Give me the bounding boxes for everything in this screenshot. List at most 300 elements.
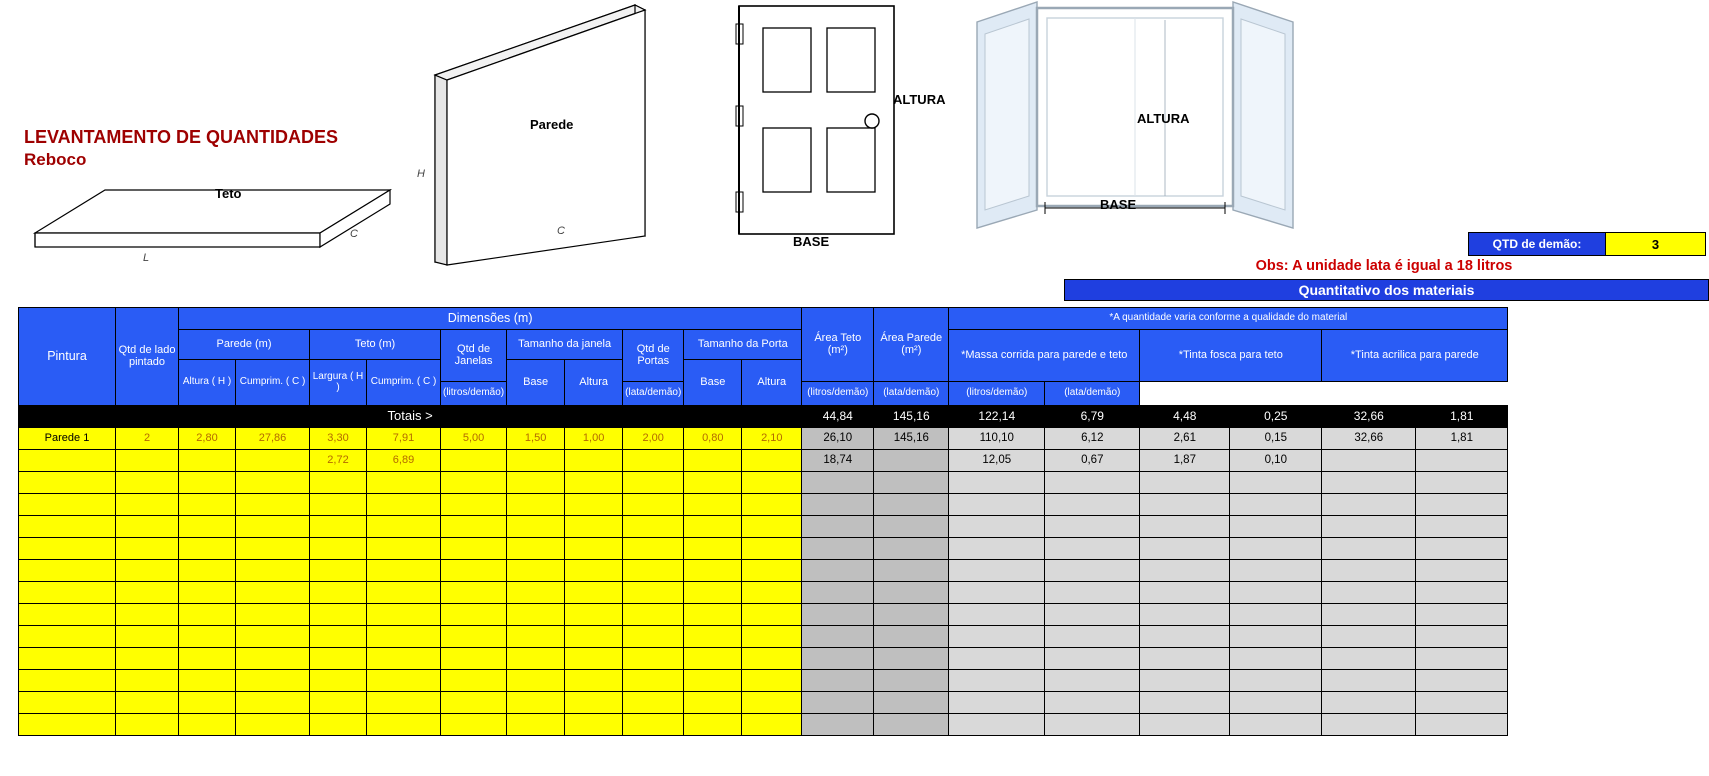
cell-parede_altura[interactable]	[179, 450, 236, 472]
door-base-label: BASE	[793, 234, 830, 249]
cell-janela_altura[interactable]	[565, 494, 623, 516]
cell-porta_base[interactable]	[684, 692, 742, 714]
cell-qtd_janelas[interactable]: 5,00	[441, 428, 507, 450]
header-acrilica-litros: (litros/demão)	[949, 382, 1045, 406]
cell-acrilica_lata	[1416, 604, 1508, 626]
cell-area_teto	[802, 670, 874, 692]
header-qtd-portas: Qtd de Portas	[623, 330, 684, 382]
cell-teto_largura[interactable]	[310, 494, 367, 516]
cell-area_parede	[874, 648, 949, 670]
cell-teto_compr[interactable]: 6,89	[367, 450, 441, 472]
door-diagram	[735, 2, 900, 237]
cell-area_teto: 18,74	[802, 450, 874, 472]
cell-janela_altura[interactable]	[565, 582, 623, 604]
cell-porta_altura[interactable]	[742, 714, 802, 736]
illustration-band	[0, 0, 1709, 296]
cell-area_parede	[874, 692, 949, 714]
cell-qtd_portas[interactable]	[623, 472, 684, 494]
cell-pintura[interactable]	[19, 472, 116, 494]
cell-porta_base[interactable]	[684, 472, 742, 494]
cell-janela_altura[interactable]	[565, 648, 623, 670]
cell-janela_base[interactable]	[507, 648, 565, 670]
cell-fosca_litros: 2,61	[1140, 428, 1230, 450]
cell-teto_largura[interactable]	[310, 516, 367, 538]
cell-area_teto	[802, 582, 874, 604]
cell-parede_compr[interactable]	[236, 648, 310, 670]
cell-pintura[interactable]	[19, 582, 116, 604]
cell-area_parede	[874, 582, 949, 604]
cell-parede_altura[interactable]	[179, 604, 236, 626]
cell-acrilica_lata	[1416, 692, 1508, 714]
header-tinta-acrilica: *Tinta acrilica para parede	[1322, 330, 1508, 382]
ceiling-label: Teto	[215, 186, 242, 201]
header-pintura: Pintura	[19, 308, 116, 406]
cell-teto_largura[interactable]	[310, 626, 367, 648]
cell-teto_largura[interactable]: 2,72	[310, 450, 367, 472]
cell-parede_compr[interactable]	[236, 604, 310, 626]
cell-acrilica_lata: 1,81	[1416, 428, 1508, 450]
cell-area_teto	[802, 494, 874, 516]
header-porta-base: Base	[684, 360, 742, 406]
cell-area_teto	[802, 692, 874, 714]
cell-janela_base[interactable]	[507, 560, 565, 582]
cell-parede_altura[interactable]	[179, 648, 236, 670]
cell-pintura[interactable]	[19, 648, 116, 670]
cell-fosca_lata	[1230, 626, 1322, 648]
cell-janela_base[interactable]	[507, 516, 565, 538]
cell-acrilica_litros	[1322, 714, 1416, 736]
header-janela-altura: Altura	[565, 360, 623, 406]
cell-porta_base[interactable]: 0,80	[684, 428, 742, 450]
cell-massa_lata	[1045, 494, 1140, 516]
cell-parede_compr[interactable]	[236, 472, 310, 494]
cell-massa_lata	[1045, 582, 1140, 604]
cell-acrilica_litros	[1322, 582, 1416, 604]
cell-janela_altura[interactable]	[565, 604, 623, 626]
cell-qtd_lado[interactable]	[116, 450, 179, 472]
cell-parede_altura[interactable]	[179, 538, 236, 560]
cell-qtd_janelas[interactable]	[441, 714, 507, 736]
cell-parede_compr[interactable]	[236, 714, 310, 736]
cell-qtd_janelas[interactable]	[441, 692, 507, 714]
cell-parede_compr[interactable]	[236, 670, 310, 692]
cell-fosca_litros	[1140, 516, 1230, 538]
cell-parede_compr[interactable]	[236, 538, 310, 560]
cell-acrilica_lata	[1416, 714, 1508, 736]
cell-pintura[interactable]	[19, 604, 116, 626]
cell-pintura[interactable]	[19, 494, 116, 516]
cell-janela_base[interactable]	[507, 494, 565, 516]
cell-qtd_portas[interactable]	[623, 560, 684, 582]
cell-area_parede	[874, 538, 949, 560]
cell-qtd_lado[interactable]	[116, 582, 179, 604]
cell-teto_compr[interactable]	[367, 670, 441, 692]
cell-janela_base[interactable]	[507, 538, 565, 560]
cell-massa_litros: 12,05	[949, 450, 1045, 472]
cell-qtd_lado[interactable]	[116, 714, 179, 736]
cell-porta_base[interactable]	[684, 450, 742, 472]
cell-acrilica_litros	[1322, 560, 1416, 582]
cell-teto_compr[interactable]	[367, 538, 441, 560]
cell-area_parede	[874, 670, 949, 692]
cell-qtd_lado[interactable]	[116, 472, 179, 494]
cell-pintura[interactable]	[19, 450, 116, 472]
cell-teto_largura[interactable]	[310, 692, 367, 714]
cell-parede_compr[interactable]: 27,86	[236, 428, 310, 450]
table-row[interactable]	[19, 670, 1508, 692]
coats-quantity-input[interactable]: 3	[1605, 233, 1705, 255]
cell-qtd_portas[interactable]	[623, 626, 684, 648]
header-fosca-litros: (litros/demão)	[802, 382, 874, 406]
cell-qtd_lado[interactable]	[116, 516, 179, 538]
cell-teto_compr[interactable]	[367, 582, 441, 604]
cell-pintura[interactable]	[19, 516, 116, 538]
header-tamanho-janela: Tamanho da janela	[507, 330, 623, 360]
cell-massa_lata	[1045, 714, 1140, 736]
cell-area_teto	[802, 648, 874, 670]
cell-qtd_lado[interactable]	[116, 626, 179, 648]
cell-acrilica_litros	[1322, 648, 1416, 670]
cell-fosca_litros	[1140, 714, 1230, 736]
cell-qtd_lado[interactable]	[116, 560, 179, 582]
cell-area_teto	[802, 626, 874, 648]
header-fosca-lata: (lata/demão)	[874, 382, 949, 406]
cell-qtd_janelas[interactable]	[441, 648, 507, 670]
cell-fosca_lata	[1230, 516, 1322, 538]
cell-fosca_litros	[1140, 604, 1230, 626]
cell-acrilica_lata	[1416, 648, 1508, 670]
table-row[interactable]	[19, 516, 1508, 538]
cell-janela_base[interactable]	[507, 714, 565, 736]
cell-massa_lata	[1045, 648, 1140, 670]
cell-janela_altura[interactable]	[565, 626, 623, 648]
cell-teto_compr[interactable]	[367, 692, 441, 714]
cell-massa_litros	[949, 692, 1045, 714]
cell-qtd_portas[interactable]	[623, 538, 684, 560]
cell-qtd_janelas[interactable]	[441, 472, 507, 494]
header-area-teto: Área Teto (m²)	[802, 308, 874, 382]
cell-parede_compr[interactable]	[236, 692, 310, 714]
cell-janela_altura[interactable]	[565, 472, 623, 494]
cell-porta_altura[interactable]	[742, 472, 802, 494]
cell-acrilica_litros	[1322, 494, 1416, 516]
cell-qtd_lado[interactable]	[116, 648, 179, 670]
cell-qtd_portas[interactable]	[623, 714, 684, 736]
cell-janela_base[interactable]	[507, 472, 565, 494]
cell-area_parede	[874, 450, 949, 472]
cell-teto_largura[interactable]	[310, 582, 367, 604]
cell-qtd_janelas[interactable]	[441, 582, 507, 604]
cell-qtd_portas[interactable]	[623, 582, 684, 604]
cell-janela_base[interactable]	[507, 450, 565, 472]
cell-parede_altura[interactable]	[179, 494, 236, 516]
totals-massa-litros: 122,14	[949, 406, 1045, 428]
cell-qtd_lado[interactable]	[116, 670, 179, 692]
table-row[interactable]	[19, 648, 1508, 670]
cell-janela_altura[interactable]	[565, 692, 623, 714]
cell-porta_base[interactable]	[684, 714, 742, 736]
window-height-label: ALTURA	[1137, 111, 1190, 126]
cell-qtd_portas[interactable]	[623, 692, 684, 714]
cell-porta_base[interactable]	[684, 538, 742, 560]
cell-teto_compr[interactable]	[367, 472, 441, 494]
cell-area_parede	[874, 560, 949, 582]
cell-porta_base[interactable]	[684, 560, 742, 582]
cell-teto_largura[interactable]	[310, 538, 367, 560]
cell-qtd_portas[interactable]	[623, 516, 684, 538]
cell-pintura[interactable]	[19, 560, 116, 582]
table-row[interactable]	[19, 450, 1508, 472]
ceiling-l-label: L	[143, 252, 150, 264]
totals-area-parede: 145,16	[874, 406, 949, 428]
cell-acrilica_litros	[1322, 626, 1416, 648]
coats-quantity-box[interactable]	[1468, 232, 1706, 256]
cell-janela_base[interactable]	[507, 626, 565, 648]
cell-fosca_lata	[1230, 560, 1322, 582]
cell-massa_lata	[1045, 472, 1140, 494]
cell-massa_litros	[949, 648, 1045, 670]
cell-acrilica_litros	[1322, 472, 1416, 494]
cell-fosca_litros	[1140, 670, 1230, 692]
cell-area_parede	[874, 714, 949, 736]
header-porta-altura: Altura	[742, 360, 802, 406]
cell-acrilica_lata	[1416, 560, 1508, 582]
cell-teto_largura[interactable]	[310, 604, 367, 626]
cell-teto_largura[interactable]: 3,30	[310, 428, 367, 450]
table-row[interactable]	[19, 494, 1508, 516]
cell-massa_litros	[949, 516, 1045, 538]
cell-qtd_portas[interactable]	[623, 670, 684, 692]
cell-teto_largura[interactable]	[310, 714, 367, 736]
cell-pintura[interactable]	[19, 626, 116, 648]
cell-qtd_janelas[interactable]	[441, 626, 507, 648]
cell-janela_base[interactable]	[507, 582, 565, 604]
cell-acrilica_litros	[1322, 692, 1416, 714]
cell-qtd_janelas[interactable]	[441, 516, 507, 538]
cell-qtd_janelas[interactable]	[441, 604, 507, 626]
cell-porta_altura[interactable]: 2,10	[742, 428, 802, 450]
cell-qtd_portas[interactable]	[623, 648, 684, 670]
cell-teto_compr[interactable]	[367, 604, 441, 626]
cell-teto_compr[interactable]	[367, 626, 441, 648]
cell-porta_altura[interactable]	[742, 494, 802, 516]
cell-parede_altura[interactable]	[179, 560, 236, 582]
cell-qtd_lado[interactable]: 2	[116, 428, 179, 450]
cell-janela_base[interactable]	[507, 670, 565, 692]
window-diagram	[975, 0, 1295, 230]
cell-parede_compr[interactable]	[236, 516, 310, 538]
cell-porta_altura[interactable]	[742, 670, 802, 692]
cell-fosca_lata	[1230, 670, 1322, 692]
cell-teto_largura[interactable]	[310, 472, 367, 494]
totals-row	[19, 406, 1508, 428]
cell-qtd_janelas[interactable]	[441, 494, 507, 516]
cell-teto_compr[interactable]	[367, 560, 441, 582]
cell-porta_base[interactable]	[684, 582, 742, 604]
cell-parede_altura[interactable]	[179, 582, 236, 604]
cell-massa_lata	[1045, 626, 1140, 648]
wall-c-label: C	[557, 225, 565, 237]
cell-teto_compr[interactable]	[367, 516, 441, 538]
cell-massa_litros	[949, 582, 1045, 604]
cell-parede_compr[interactable]	[236, 494, 310, 516]
cell-parede_altura[interactable]	[179, 714, 236, 736]
cell-qtd_portas[interactable]	[623, 450, 684, 472]
cell-porta_altura[interactable]	[742, 582, 802, 604]
cell-acrilica_litros	[1322, 450, 1416, 472]
cell-porta_altura[interactable]	[742, 692, 802, 714]
header-area-parede: Área Parede (m²)	[874, 308, 949, 382]
totals-massa-lata: 6,79	[1045, 406, 1140, 428]
table-row[interactable]	[19, 692, 1508, 714]
cell-janela_altura[interactable]	[565, 450, 623, 472]
table-row[interactable]	[19, 428, 1508, 450]
cell-parede_compr[interactable]	[236, 582, 310, 604]
cell-pintura[interactable]: Parede 1	[19, 428, 116, 450]
cell-teto_compr[interactable]	[367, 494, 441, 516]
table-row[interactable]	[19, 626, 1508, 648]
quantities-table[interactable]	[18, 307, 1508, 736]
cell-fosca_litros	[1140, 472, 1230, 494]
cell-qtd_portas[interactable]	[623, 494, 684, 516]
table-row[interactable]	[19, 538, 1508, 560]
header-qtd-janelas: Qtd de Janelas	[441, 330, 507, 382]
table-row[interactable]	[19, 472, 1508, 494]
cell-massa_lata	[1045, 560, 1140, 582]
cell-acrilica_lata	[1416, 626, 1508, 648]
cell-qtd_lado[interactable]	[116, 604, 179, 626]
cell-massa_litros	[949, 670, 1045, 692]
header-dimensoes: Dimensões (m)	[179, 308, 802, 330]
coats-quantity-label: QTD de demão:	[1469, 233, 1605, 255]
cell-area_parede	[874, 494, 949, 516]
cell-janela_base[interactable]	[507, 692, 565, 714]
cell-fosca_litros: 1,87	[1140, 450, 1230, 472]
wall-h-label: H	[417, 168, 425, 180]
cell-massa_lata	[1045, 516, 1140, 538]
cell-parede_altura[interactable]	[179, 626, 236, 648]
cell-porta_base[interactable]	[684, 648, 742, 670]
cell-parede_altura[interactable]: 2,80	[179, 428, 236, 450]
cell-teto_largura[interactable]	[310, 648, 367, 670]
cell-parede_compr[interactable]	[236, 626, 310, 648]
cell-qtd_lado[interactable]	[116, 494, 179, 516]
cell-pintura[interactable]	[19, 692, 116, 714]
cell-area_teto	[802, 472, 874, 494]
cell-acrilica_lata	[1416, 670, 1508, 692]
cell-pintura[interactable]	[19, 714, 116, 736]
cell-porta_base[interactable]	[684, 626, 742, 648]
cell-teto_compr[interactable]: 7,91	[367, 428, 441, 450]
cell-fosca_litros	[1140, 582, 1230, 604]
cell-teto_compr[interactable]	[367, 648, 441, 670]
cell-porta_base[interactable]	[684, 516, 742, 538]
cell-fosca_lata	[1230, 472, 1322, 494]
cell-qtd_portas[interactable]: 2,00	[623, 428, 684, 450]
cell-parede_altura[interactable]	[179, 692, 236, 714]
cell-porta_altura[interactable]	[742, 538, 802, 560]
cell-porta_base[interactable]	[684, 604, 742, 626]
cell-acrilica_lata	[1416, 538, 1508, 560]
cell-qtd_janelas[interactable]	[441, 538, 507, 560]
cell-porta_altura[interactable]	[742, 560, 802, 582]
header-teto-comprimento: Cumprim. ( C )	[367, 360, 441, 406]
cell-parede_altura[interactable]	[179, 670, 236, 692]
cell-porta_base[interactable]	[684, 670, 742, 692]
table-row[interactable]	[19, 714, 1508, 736]
cell-massa_lata: 6,12	[1045, 428, 1140, 450]
cell-janela_altura[interactable]	[565, 714, 623, 736]
header-parede-comprimento: Cumprim. ( C )	[236, 360, 310, 406]
header-massa-litros: (litros/demão)	[441, 382, 507, 406]
header-massa-corrida: *Massa corrida para parede e teto	[949, 330, 1140, 382]
cell-porta_altura[interactable]	[742, 450, 802, 472]
cell-area_teto: 26,10	[802, 428, 874, 450]
header-massa-lata: (lata/demão)	[623, 382, 684, 406]
cell-teto_largura[interactable]	[310, 560, 367, 582]
cell-qtd_janelas[interactable]	[441, 450, 507, 472]
cell-janela_altura[interactable]	[565, 560, 623, 582]
cell-area_teto	[802, 516, 874, 538]
cell-parede_compr[interactable]	[236, 560, 310, 582]
cell-parede_compr[interactable]	[236, 450, 310, 472]
table-header-row-2	[19, 330, 1508, 360]
cell-area_parede	[874, 626, 949, 648]
header-tamanho-porta: Tamanho da Porta	[684, 330, 802, 360]
cell-acrilica_litros	[1322, 604, 1416, 626]
cell-qtd_lado[interactable]	[116, 538, 179, 560]
cell-janela_altura[interactable]	[565, 670, 623, 692]
cell-porta_altura[interactable]	[742, 626, 802, 648]
cell-janela_base[interactable]: 1,50	[507, 428, 565, 450]
header-parede-group: Parede (m)	[179, 330, 310, 360]
cell-porta_altura[interactable]	[742, 516, 802, 538]
cell-porta_altura[interactable]	[742, 604, 802, 626]
cell-teto_largura[interactable]	[310, 670, 367, 692]
cell-qtd_lado[interactable]	[116, 692, 179, 714]
cell-janela_altura[interactable]: 1,00	[565, 428, 623, 450]
table-row[interactable]	[19, 604, 1508, 626]
table-row[interactable]	[19, 560, 1508, 582]
materials-section-title: Quantitativo dos materiais	[1064, 279, 1709, 301]
cell-acrilica_lata	[1416, 472, 1508, 494]
cell-massa_lata	[1045, 670, 1140, 692]
header-teto-group: Teto (m)	[310, 330, 441, 360]
cell-fosca_litros	[1140, 648, 1230, 670]
cell-janela_altura[interactable]	[565, 538, 623, 560]
cell-teto_compr[interactable]	[367, 714, 441, 736]
cell-qtd_portas[interactable]	[623, 604, 684, 626]
cell-janela_altura[interactable]	[565, 516, 623, 538]
cell-massa_litros	[949, 626, 1045, 648]
cell-porta_base[interactable]	[684, 494, 742, 516]
cell-parede_altura[interactable]	[179, 516, 236, 538]
cell-parede_altura[interactable]	[179, 472, 236, 494]
cell-porta_altura[interactable]	[742, 648, 802, 670]
totals-area-teto: 44,84	[802, 406, 874, 428]
cell-pintura[interactable]	[19, 670, 116, 692]
cell-fosca_lata	[1230, 604, 1322, 626]
table-row[interactable]	[19, 582, 1508, 604]
cell-qtd_janelas[interactable]	[441, 560, 507, 582]
cell-qtd_janelas[interactable]	[441, 670, 507, 692]
header-janela-base: Base	[507, 360, 565, 406]
cell-pintura[interactable]	[19, 538, 116, 560]
cell-acrilica_litros	[1322, 670, 1416, 692]
cell-massa_lata: 0,67	[1045, 450, 1140, 472]
cell-janela_base[interactable]	[507, 604, 565, 626]
totals-fosca-lata: 0,25	[1230, 406, 1322, 428]
